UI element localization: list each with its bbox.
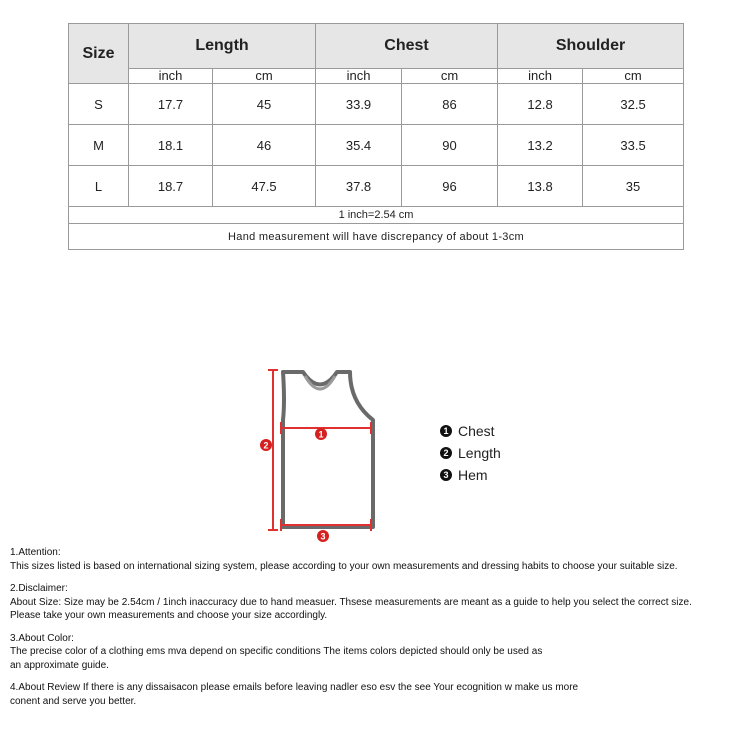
value-cell: 33.9 bbox=[316, 84, 402, 125]
conversion-note: 1 inch=2.54 cm bbox=[69, 207, 684, 224]
marker-chest-label: 1 bbox=[318, 429, 324, 440]
value-cell: 13.2 bbox=[498, 125, 583, 166]
value-cell: 33.5 bbox=[583, 125, 684, 166]
note-review bbox=[10, 681, 750, 708]
note-attention bbox=[10, 546, 750, 573]
note-line: an approximate guide. bbox=[10, 659, 109, 671]
conversion-note-row bbox=[69, 207, 684, 224]
header-length: Length bbox=[129, 24, 316, 69]
marker-length bbox=[260, 439, 272, 451]
marker-length-label: 2 bbox=[263, 440, 269, 451]
marker-chest bbox=[315, 428, 327, 440]
value-cell: 37.8 bbox=[316, 166, 402, 207]
value-cell: 18.1 bbox=[129, 125, 213, 166]
value-cell: 13.8 bbox=[498, 166, 583, 207]
unit-cell: inch bbox=[498, 69, 583, 84]
value-cell: 96 bbox=[402, 166, 498, 207]
note-line: conent and serve you better. bbox=[10, 695, 137, 707]
size-cell: M bbox=[69, 125, 129, 166]
value-cell: 90 bbox=[402, 125, 498, 166]
legend-label: Hem bbox=[458, 467, 488, 483]
legend-number: 1 bbox=[440, 425, 452, 437]
legend-item bbox=[440, 420, 501, 442]
legend-label: Length bbox=[458, 445, 501, 461]
note-line: The precise color of a clothing ems mva depend on specific conditions The items colors depicted should only be used as bbox=[10, 646, 543, 657]
table-unit-row bbox=[69, 69, 684, 84]
measurement-legend bbox=[440, 420, 501, 486]
tank-top-measurement-diagram bbox=[255, 362, 395, 547]
note-title: 3.About Color: bbox=[10, 632, 74, 644]
table-row bbox=[69, 84, 684, 125]
note-line: Please take your own measurements and choose your size accordingly. bbox=[10, 610, 328, 621]
size-cell: S bbox=[69, 84, 129, 125]
value-cell: 47.5 bbox=[213, 166, 316, 207]
legend-item bbox=[440, 464, 501, 486]
table-row bbox=[69, 166, 684, 207]
value-cell: 45 bbox=[213, 84, 316, 125]
unit-cell: cm bbox=[402, 69, 498, 84]
value-cell: 17.7 bbox=[129, 84, 213, 125]
value-cell: 32.5 bbox=[583, 84, 684, 125]
unit-cell: cm bbox=[583, 69, 684, 84]
value-cell: 35.4 bbox=[316, 125, 402, 166]
value-cell: 12.8 bbox=[498, 84, 583, 125]
unit-cell: inch bbox=[129, 69, 213, 84]
note-color bbox=[10, 632, 750, 673]
size-cell: L bbox=[69, 166, 129, 207]
value-cell: 18.7 bbox=[129, 166, 213, 207]
note-line: This sizes listed is based on international sizing system, please according to your own measurements and dressing habits to choose your suitable size. bbox=[10, 560, 678, 572]
legend-label: Chest bbox=[458, 423, 495, 439]
discrepancy-note: Hand measurement will have discrepancy of about 1-3cm bbox=[69, 224, 684, 250]
note-line: About Size: Size may be 2.54cm / 1inch inaccuracy due to hand measuer. Thsese measurements are meant as a guide to help you select the correct size. bbox=[10, 596, 692, 608]
header-chest: Chest bbox=[316, 24, 498, 69]
marker-hem bbox=[317, 530, 329, 542]
tank-top-outline bbox=[283, 372, 373, 527]
notes-section bbox=[10, 546, 750, 717]
legend-item bbox=[440, 442, 501, 464]
note-title: 1.Attention: bbox=[10, 547, 61, 558]
note-disclaimer bbox=[10, 582, 750, 623]
unit-cell: cm bbox=[213, 69, 316, 84]
table-header-row bbox=[69, 24, 684, 69]
header-shoulder: Shoulder bbox=[498, 24, 684, 69]
legend-number: 3 bbox=[440, 469, 452, 481]
unit-cell: inch bbox=[316, 69, 402, 84]
note-line: 4.About Review If there is any dissaisacon please emails before leaving nadler eso esv the see Your ecognition w make us more bbox=[10, 682, 579, 693]
marker-hem-label: 3 bbox=[320, 531, 326, 542]
value-cell: 46 bbox=[213, 125, 316, 166]
discrepancy-note-row bbox=[69, 224, 684, 250]
legend-number: 2 bbox=[440, 447, 452, 459]
value-cell: 86 bbox=[402, 84, 498, 125]
table-row bbox=[69, 125, 684, 166]
header-size: Size bbox=[69, 24, 129, 84]
size-chart-table bbox=[68, 23, 684, 250]
note-title: 2.Disclaimer: bbox=[10, 583, 68, 594]
value-cell: 35 bbox=[583, 166, 684, 207]
